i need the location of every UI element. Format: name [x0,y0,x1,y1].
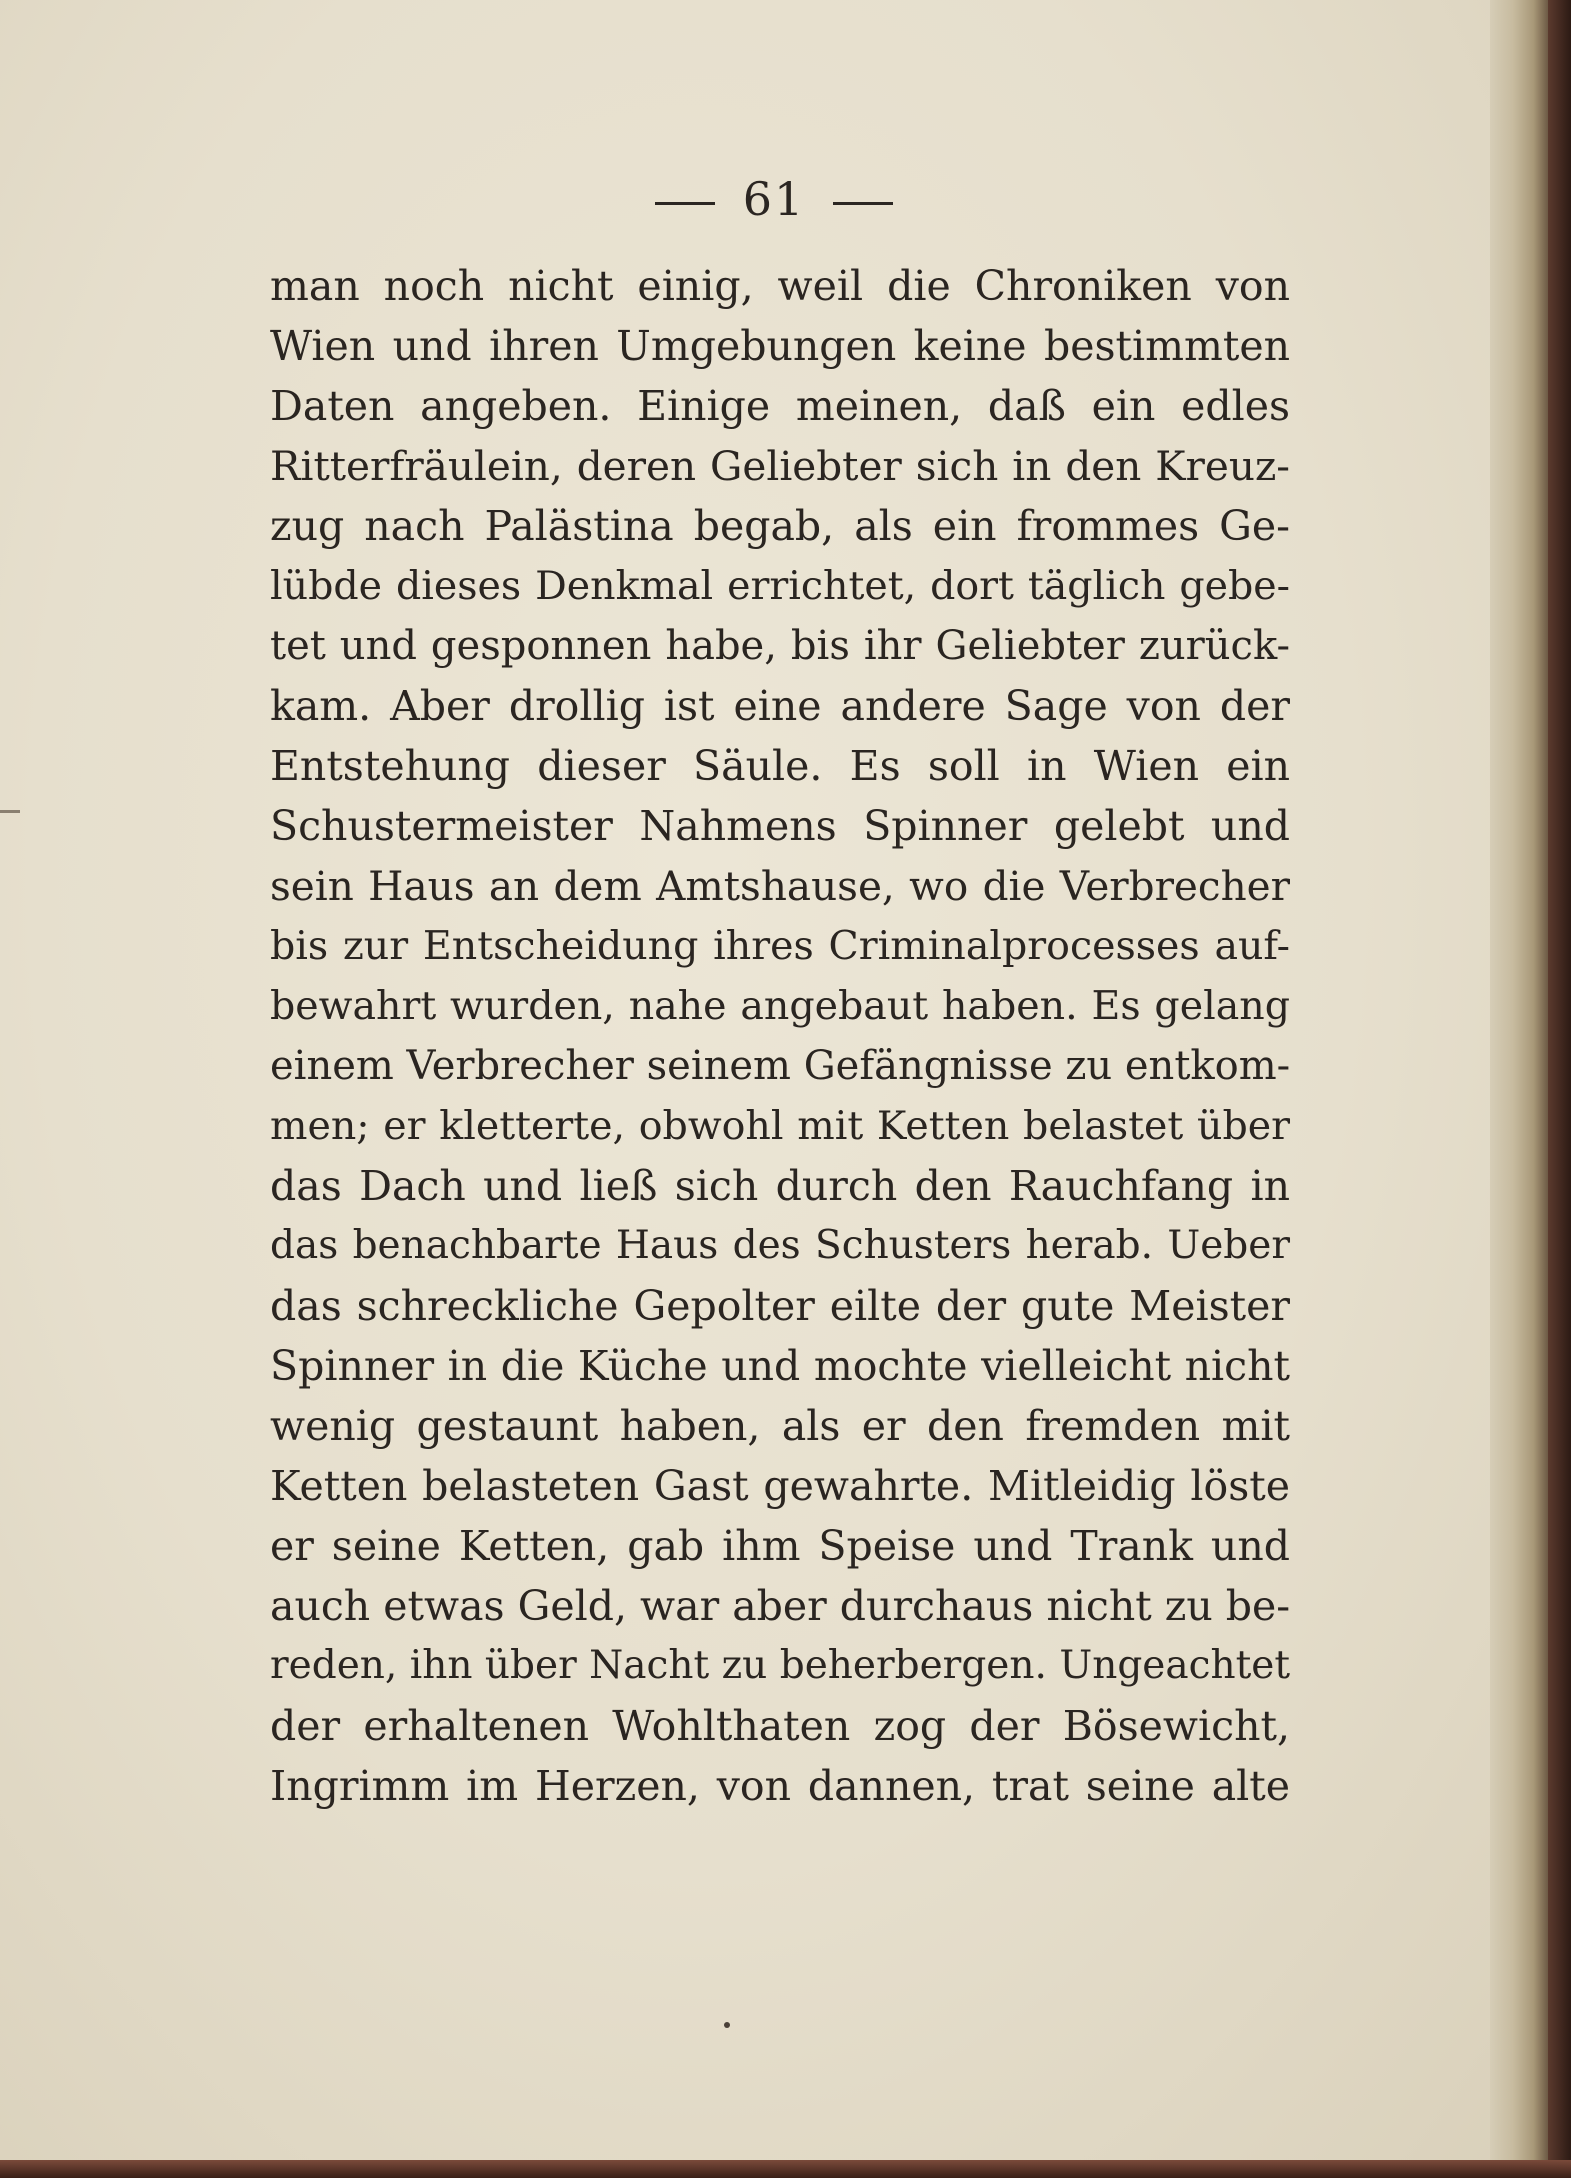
text-line: der erhaltenen Wohlthaten zog der Bösewicht, [270,1702,1290,1750]
text-line: bewahrt wurden, nahe angebaut haben. Es gelang [270,983,1290,1029]
margin-mark [0,810,20,813]
text-line: Ritterfräulein, deren Geliebter sich in den Kreuz- [270,442,1290,490]
text-line: men; er kletterte, obwohl mit Ketten belastet über [270,1103,1290,1149]
text-line: zug nach Palästina begab, als ein frommes Ge- [270,502,1290,550]
ink-speck [724,2022,730,2028]
text-line: reden, ihn über Nacht zu beherbergen. Ungeachtet [270,1643,1290,1688]
text-line: man noch nicht einig, weil die Chroniken von [270,262,1290,310]
body-text [270,256,1290,1816]
text-line: sein Haus an dem Amtshause, wo die Verbrecher [270,862,1290,910]
text-line: auch etwas Geld, war aber durchaus nicht zu be- [270,1582,1291,1630]
text-line: das benachbarte Haus des Schusters herab. Ueber [270,1223,1290,1268]
text-line: Ingrimm im Herzen, von dannen, trat seine alte [270,1762,1290,1810]
text-line: einem Verbrecher seinem Gefängnisse zu entkom- [270,1043,1291,1089]
header-dash-left [655,202,715,205]
text-line: Daten angeben. Einige meinen, daß ein edles [270,382,1290,430]
page-header [0,172,1548,226]
text-line: das schreckliche Gepolter eilte der gute Meister [270,1282,1290,1330]
text-line: lübde dieses Denkmal errichtet, dort täglich gebe- [270,563,1290,609]
page-edge [1490,0,1548,2160]
book-binding-edge [1548,0,1571,2178]
text-line: kam. Aber drollig ist eine andere Sage von der [270,682,1290,730]
text-line: tet und gesponnen habe, bis ihr Geliebter zurück- [270,623,1290,669]
text-line: Wien und ihren Umgebungen keine bestimmten [270,322,1290,370]
text-line: Schustermeister Nahmens Spinner gelebt und [270,802,1290,850]
text-line: bis zur Entscheidung ihres Criminalprocesses auf- [270,923,1290,969]
page-number: 61 [742,172,806,226]
text-line: das Dach und ließ sich durch den Rauchfang in [270,1162,1290,1210]
text-line: Ketten belasteten Gast gewahrte. Mitleidig löste [270,1462,1290,1510]
text-line: Entstehung dieser Säule. Es soll in Wien ein [270,742,1290,790]
text-line: er seine Ketten, gab ihm Speise und Trank und [270,1522,1290,1570]
text-line: Spinner in die Küche und mochte vielleicht nicht [270,1342,1290,1390]
text-line: wenig gestaunt haben, als er den fremden mit [270,1402,1290,1450]
header-dash-right [833,202,893,205]
book-cover-edge [0,2160,1571,2178]
